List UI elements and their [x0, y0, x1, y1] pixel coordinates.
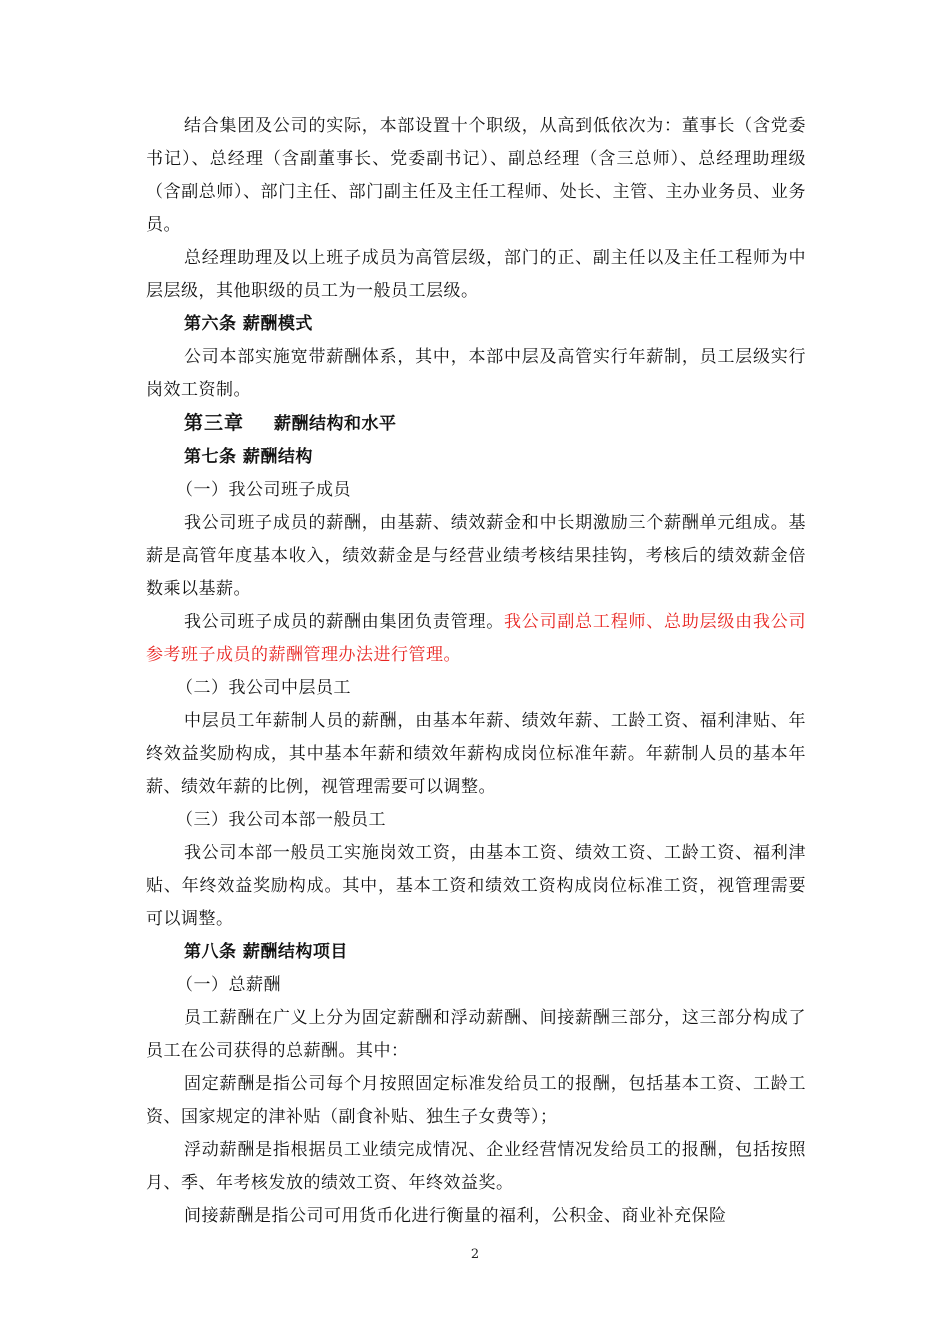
paragraph-indirect-pay: 间接薪酬是指公司可用货币化进行衡量的福利，公积金、商业补充保险: [184, 1206, 727, 1226]
chapter-title: 薪酬结构和水平: [274, 414, 397, 434]
article-7-heading: 第七条 薪酬结构: [184, 447, 313, 467]
article-6-heading: 第六条 薪酬模式: [184, 314, 313, 334]
paragraph-middle-manager-salary: 中层员工年薪制人员的薪酬，由基本年薪、绩效年薪、工龄工资、福利津贴、年终效益奖励构成，其中基本年薪和绩效年薪构成岗位标准年薪。年薪制人员的基本年薪、绩效年薪的比例，视管理需要可以调整。: [146, 711, 806, 797]
subsection-total-pay-heading: （一）总薪酬: [176, 975, 281, 995]
paragraph-fixed-pay: 固定薪酬是指公司每个月按照固定标准发给员工的报酬，包括基本工资、工龄工资、国家规定的津补贴（副食补贴、独生子女费等）；: [146, 1074, 806, 1127]
paragraph-general-staff-salary: 我公司本部一般员工实施岗效工资，由基本工资、绩效工资、工龄工资、福利津贴、年终效益奖励构成。其中，基本工资和绩效工资构成岗位标准工资，视管理需要可以调整。: [146, 843, 806, 929]
paragraph-level-groups: 总经理助理及以上班子成员为高管层级，部门的正、副主任以及主任工程师为中层层级，其他职级的员工为一般员工层级。: [146, 248, 806, 301]
article-8-heading: 第八条 薪酬结构项目: [184, 942, 348, 962]
chapter-number: 第三章: [184, 412, 245, 434]
paragraph-job-levels: 结合集团及公司的实际，本部设置十个职级，从高到低依次为：董事长（含党委书记）、总经理（含副董事长、党委副书记）、副总经理（含三总师）、总经理助理级（含副总师）、部门主任、部门副主任及主任工程师、处长、主管、主办业务员、业务员。: [146, 116, 806, 235]
paragraph-variable-pay: 浮动薪酬是指根据员工业绩完成情况、企业经营情况发给员工的报酬，包括按照月、季、年考核发放的绩效工资、年终效益奖。: [146, 1140, 806, 1193]
highlighted-red-text: 我公司副总工程师、总助层级由我公司参考班子成员的薪酬管理办法进行管理。: [146, 612, 807, 665]
paragraph-total-compensation: 员工薪酬在广义上分为固定薪酬和浮动薪酬、间接薪酬三部分，这三部分构成了员工在公司获得的总薪酬。其中：: [146, 1008, 806, 1061]
page-number: 2: [470, 1247, 480, 1262]
paragraph-salary-model: 公司本部实施宽带薪酬体系，其中，本部中层及高管实行年薪制，员工层级实行岗效工资制。: [146, 347, 806, 400]
subsection-2-heading: （二）我公司中层员工: [176, 678, 351, 698]
paragraph-executive-management: [146, 606, 806, 672]
subsection-1-heading: （一）我公司班子成员: [176, 480, 351, 500]
chapter-3-heading: [146, 407, 806, 441]
paragraph-executive-management-text: 我公司班子成员的薪酬由集团负责管理。: [184, 612, 505, 632]
document-body: [146, 110, 806, 1233]
paragraph-executive-salary: 我公司班子成员的薪酬，由基薪、绩效薪金和中长期激励三个薪酬单元组成。基薪是高管年度基本收入，绩效薪金是与经营业绩考核结果挂钩，考核后的绩效薪金倍数乘以基薪。: [146, 513, 806, 599]
subsection-3-heading: （三）我公司本部一般员工: [176, 810, 386, 830]
